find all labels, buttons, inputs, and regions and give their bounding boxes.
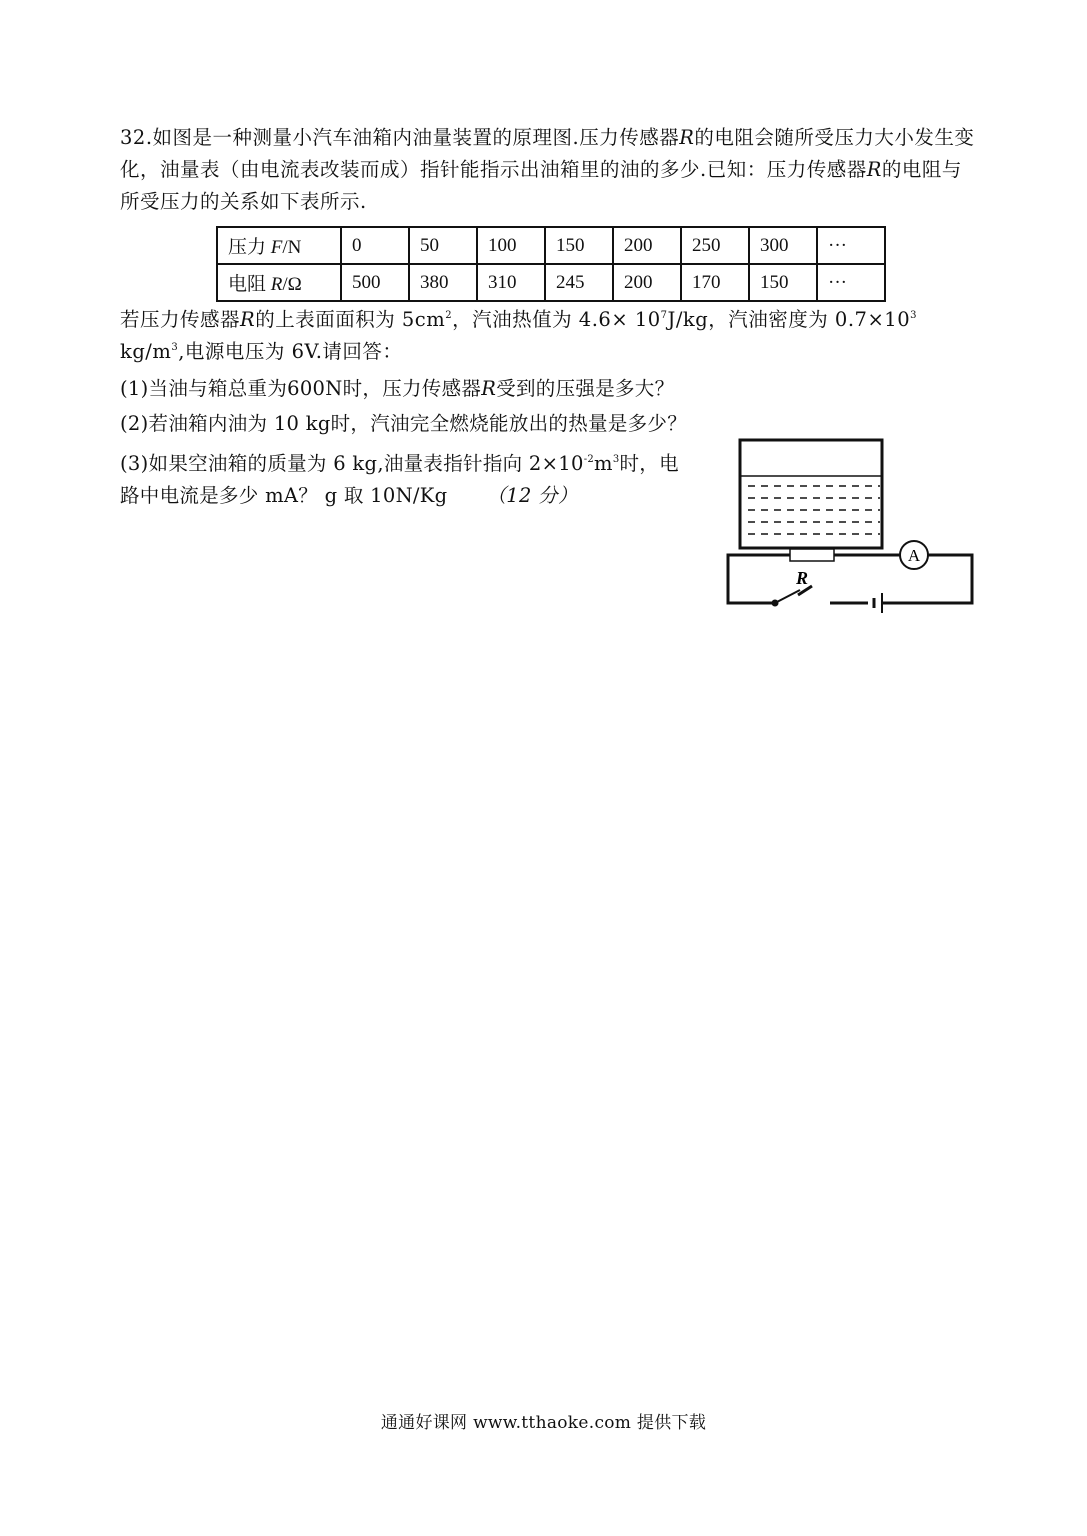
switch-blade [775, 590, 800, 603]
table-cell: 310 [477, 264, 545, 301]
table-header-resistance: 电阻 R/Ω [217, 264, 341, 301]
table-cell: 0 [341, 227, 409, 264]
table-cell: 150 [545, 227, 613, 264]
table-cell: 380 [409, 264, 477, 301]
table-cell: 170 [681, 264, 749, 301]
pressure-resistance-table [216, 226, 886, 302]
table-cell: 500 [341, 264, 409, 301]
table-row-resistance [217, 264, 885, 301]
table-header-pressure: 压力 F/N [217, 227, 341, 264]
table-cell: 50 [409, 227, 477, 264]
table-cell: 100 [477, 227, 545, 264]
oil-tank [740, 440, 882, 548]
problem-number: 32. [120, 126, 153, 149]
problem-conditions: 若压力传感器R的上表面面积为 $5cm^2$，汽油热值为 $4.6\times 10^7J/kg$，汽油密度为 $0.7\times 10^3$ $kg/m^3$,电源电压为 6V.请回答： [120, 308, 917, 363]
circuit-wire [728, 555, 972, 603]
oil-dashes [748, 486, 880, 534]
table-cell: 200 [613, 264, 681, 301]
table-cell: ··· [817, 227, 885, 264]
table-cell: 250 [681, 227, 749, 264]
table-cell: 200 [613, 227, 681, 264]
resistor-label: R [795, 568, 809, 588]
ammeter-label: A [907, 546, 921, 565]
question-1: (1)当油与箱总重为600N时，压力传感器R受到的压强是多大？ [120, 377, 675, 400]
question-3: (3)如果空油箱的质量为 6 kg,油量表指针指向 $2\times 10^{-2}m^3$时，电 路中电流是多少 mA？ g 取 10N/Kg （12 分） [120, 452, 679, 507]
pressure-sensor-resistor [790, 549, 834, 561]
fuel-gauge-circuit-diagram [720, 430, 980, 615]
problem-intro: 32.如图是一种测量小汽车油箱内油量装置的原理图.压力传感器R的电阻会随所受压力大小发生变化，油量表（由电流表改装而成）指针能指示出油箱里的油的多少.已知：压力传感器R的电阻与所受压力的关系如下表所示. [120, 126, 975, 213]
table-cell: ··· [817, 264, 885, 301]
table-cell: 150 [749, 264, 817, 301]
table-cell: 245 [545, 264, 613, 301]
score: （12 分） [486, 484, 578, 507]
page-footer: 通通好课网 www.tthaoke.com 提供下载 [380, 1413, 707, 1433]
question-2: (2)若油箱内油为 10 kg时，汽油完全燃烧能放出的热量是多少？ [120, 412, 688, 435]
table-row-pressure [217, 227, 885, 264]
table-cell: 300 [749, 227, 817, 264]
